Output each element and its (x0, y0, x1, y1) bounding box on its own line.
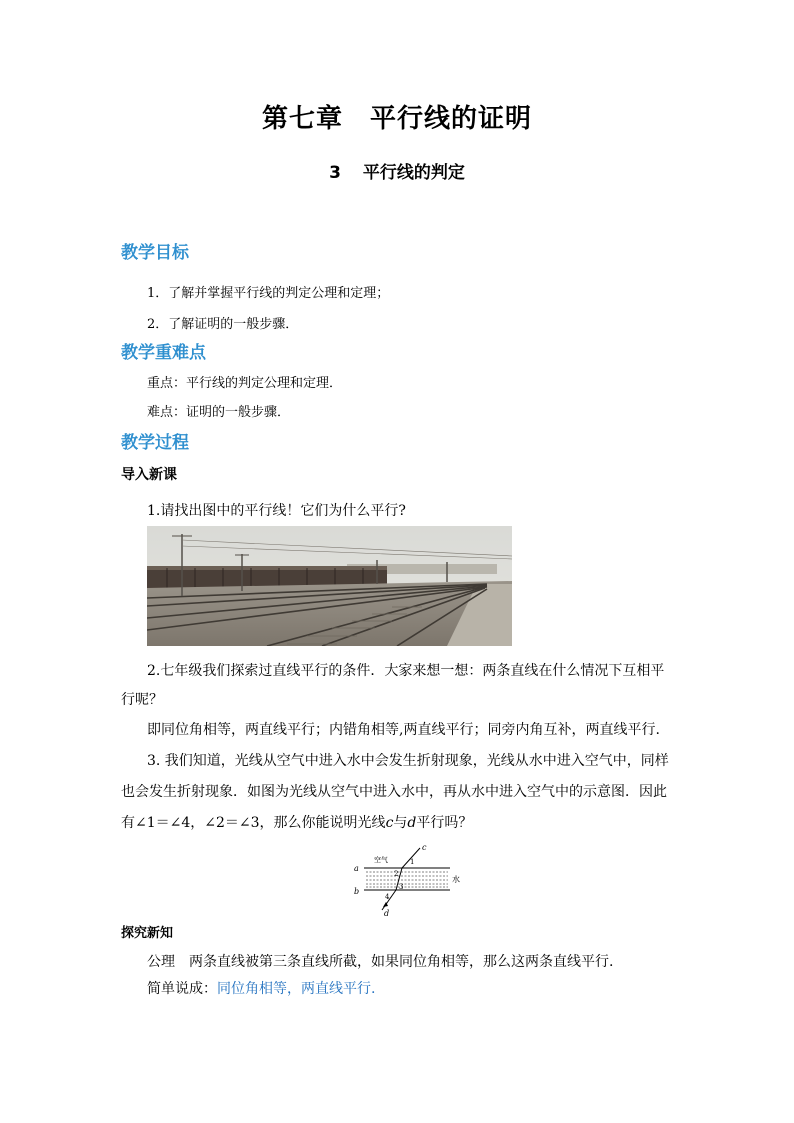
objective-item: 2．了解证明的一般步骤． (147, 317, 299, 332)
question-3-line-3 (121, 812, 472, 832)
refraction-diagram (352, 844, 464, 916)
lesson-number: 3 (329, 163, 341, 183)
process-heading: 教学过程 (121, 433, 189, 453)
line-label-d: d (384, 909, 390, 916)
difficulty-label: 难点： (147, 405, 187, 420)
water-label: 水 (452, 875, 460, 884)
objectives-heading: 教学目标 (121, 243, 189, 263)
question-3-line-2: 也会发生折射现象．如图为光线从空气中进入水中，再从水中进入空气中的示意图．因此 (121, 784, 667, 800)
page-title: 第七章 平行线的证明 (261, 104, 532, 134)
focus-line (147, 372, 342, 391)
summary-label: 简单说成： (147, 981, 217, 997)
lesson-subtitle (0, 158, 794, 183)
summary-line (147, 978, 375, 998)
difficulty-line (147, 401, 290, 420)
objective-item: 1．了解并掌握平行线的判定公理和定理； (147, 286, 390, 301)
railway-photo (147, 526, 512, 646)
key-points-heading: 教学重难点 (121, 343, 206, 363)
focus-label: 重点： (147, 376, 187, 391)
variable-d: d (407, 815, 417, 831)
axiom-label: 公理 (147, 954, 175, 970)
angle-4-label: 4 (385, 893, 390, 901)
axiom-text: 两条直线被第三条直线所截，如果同位角相等，那么这两条直线平行. (189, 954, 614, 970)
lesson-title: 平行线的判定 (362, 163, 465, 183)
focus-text: 平行线的判定公理和定理． (186, 376, 343, 391)
line-label-c: c (422, 844, 427, 852)
question-3-mid: 与 (393, 815, 408, 831)
line-label-a: a (354, 864, 359, 873)
intro-heading: 导入新课 (121, 467, 177, 483)
question-3-line-1: 3. 我们知道，光线从空气中进入水中会发生折射现象，光线从水中进入空气中，同样 (147, 753, 669, 769)
angle-3-label: 3 (399, 883, 404, 891)
answer-line: 即同位角相等，两直线平行；内错角相等,两直线平行；同旁内角互补，两直线平行. (147, 722, 660, 738)
question-2-line-1: 2.七年级我们探索过直线平行的条件．大家来想一想：两条直线在什么情况下互相平 (147, 663, 665, 679)
axiom-line (147, 951, 613, 971)
angle-1-label: 1 (410, 858, 415, 866)
summary-text: 同位角相等，两直线平行. (217, 981, 376, 997)
variable-c: c (385, 815, 394, 831)
angle-2-label: 2 (394, 870, 399, 878)
question-3-text-a: 有∠1＝∠4，∠2＝∠3，那么你能说明光线 (121, 815, 386, 831)
question-3-text-b: 平行吗？ (416, 815, 473, 831)
question-2-line-2: 行呢？ (121, 692, 163, 708)
difficulty-text: 证明的一般步骤． (186, 405, 291, 420)
air-label: 空气 (374, 856, 388, 864)
question-1: 1.请找出图中的平行线！它们为什么平行? (147, 503, 406, 519)
explore-heading: 探究新知 (121, 926, 174, 941)
line-label-b: b (354, 887, 360, 896)
